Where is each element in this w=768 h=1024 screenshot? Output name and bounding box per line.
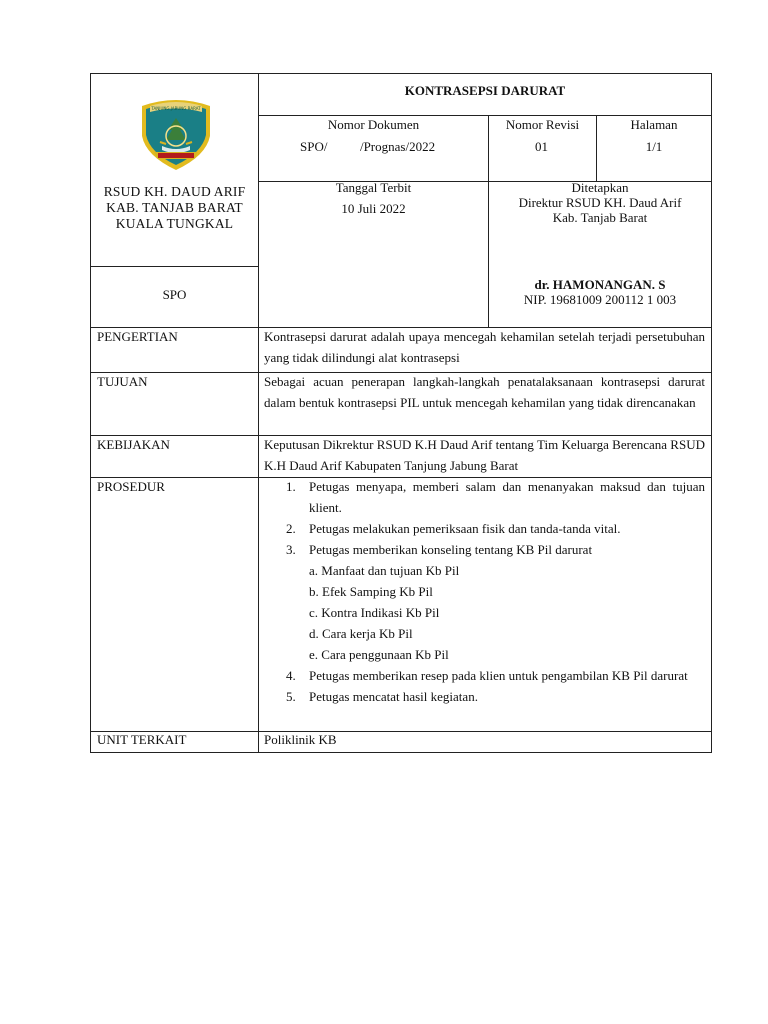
ditetapkan-label: Ditetapkan (571, 180, 629, 195)
pengertian-text: Kontrasepsi darurat adalah upaya mencegah kehamilan setelah terjadi persetubuhan yang tidak dilindungi alat kontrasepsi (264, 329, 705, 365)
hospital-name-line-3: KUALA TUNGKAL (115, 216, 234, 231)
pengertian-label: PENGERTIAN (97, 329, 178, 344)
step-number: 1. (286, 479, 296, 494)
ditetapkan-block (489, 180, 711, 225)
prosedur-substep-d: d. Cara kerja Kb Pil (309, 626, 413, 641)
step-text: Petugas menyapa, memberi salam dan menanyakan maksud dan tujuan klient. (309, 479, 705, 515)
halaman-label: Halaman (630, 117, 678, 132)
signer-nip: NIP. 19681009 200112 1 003 (523, 292, 677, 307)
hospital-name-line-2: KAB. TANJAB BARAT (106, 200, 243, 215)
unit-terkait-label: UNIT TERKAIT (97, 732, 187, 747)
regency-emblem-icon (136, 96, 216, 172)
table-border-left (90, 73, 91, 753)
table-border-top (90, 73, 712, 74)
prosedur-step-2 (264, 518, 705, 539)
prosedur-step-3 (264, 539, 705, 560)
step-number: 5. (286, 689, 296, 704)
step-text: Petugas melakukan pemeriksaan fisik dan tanda-tanda vital. (309, 521, 621, 536)
signer-block (489, 277, 711, 307)
prosedur-label: PROSEDUR (97, 479, 165, 494)
spo-label: SPO (162, 287, 187, 302)
prosedur-substep-a: a. Manfaat dan tujuan Kb Pil (309, 563, 460, 578)
tanggal-terbit-value: 10 Juli 2022 (341, 201, 406, 216)
ditetapkan-line-2: Kab. Tanjab Barat (552, 210, 648, 225)
kebijakan-label: KEBIJAKAN (97, 437, 170, 452)
nomor-dokumen-label: Nomor Dokumen (327, 117, 420, 132)
table-border-bottom (90, 752, 712, 753)
label-column-divider (258, 73, 259, 753)
hospital-name (91, 184, 258, 232)
step-number: 3. (286, 542, 296, 557)
signer-name: dr. HAMONANGAN. S (534, 277, 666, 292)
prosedur-step-4 (264, 665, 705, 686)
prosedur-substep-b: b. Efek Samping Kb Pil (309, 584, 433, 599)
kebijakan-text: Keputusan Dikrektur RSUD K.H Daud Arif tentang Tim Keluarga Berencana RSUD K.H Daud Arif Kabupaten Tanjung Jabung Barat (264, 437, 705, 473)
ditetapkan-line-1: Direktur RSUD KH. Daud Arif (518, 195, 682, 210)
tanggal-terbit-label: Tanggal Terbit (335, 180, 412, 195)
nomor-revisi-label: Nomor Revisi (505, 117, 580, 132)
step-number: 4. (286, 668, 296, 683)
step-number: 2. (286, 521, 296, 536)
hospital-name-line-1: RSUD KH. DAUD ARIF (103, 184, 246, 199)
prosedur-step-1 (264, 476, 705, 518)
hospital-logo (136, 96, 216, 172)
prosedur-step-5 (264, 686, 705, 707)
hospital-spo-divider (90, 266, 258, 267)
halaman-value: 1/1 (645, 139, 663, 154)
table-border-right (711, 73, 712, 753)
nomor-dokumen-value: SPO/ /Prognas/2022 (300, 139, 436, 154)
nomor-revisi-value: 01 (535, 139, 548, 154)
step-text: Petugas memberikan resep pada klien untuk pengambilan KB Pil darurat (309, 668, 688, 683)
prosedur-list (264, 476, 705, 707)
unit-terkait-text: Poliklinik KB (264, 732, 337, 747)
prosedur-substep-c: c. Kontra Indikasi Kb Pil (309, 605, 440, 620)
document-title: KONTRASEPSI DARURAT (404, 83, 566, 98)
step-text: Petugas memberikan konseling tentang KB Pil darurat (309, 542, 593, 557)
prosedur-substep-e: e. Cara penggunaan Kb Pil (309, 647, 449, 662)
logo-top-text: TANJUNG JABUNG BARAT (151, 106, 201, 111)
step-text: Petugas mencatat hasil kegiatan. (309, 689, 478, 704)
tujuan-label: TUJUAN (97, 374, 148, 389)
tujuan-text: Sebagai acuan penerapan langkah-langkah penatalaksanaan kontrasepsi darurat dalam bentuk kontrasepsi PIL untuk mencegah kehamilan yang tidak direncanakan (264, 374, 705, 410)
